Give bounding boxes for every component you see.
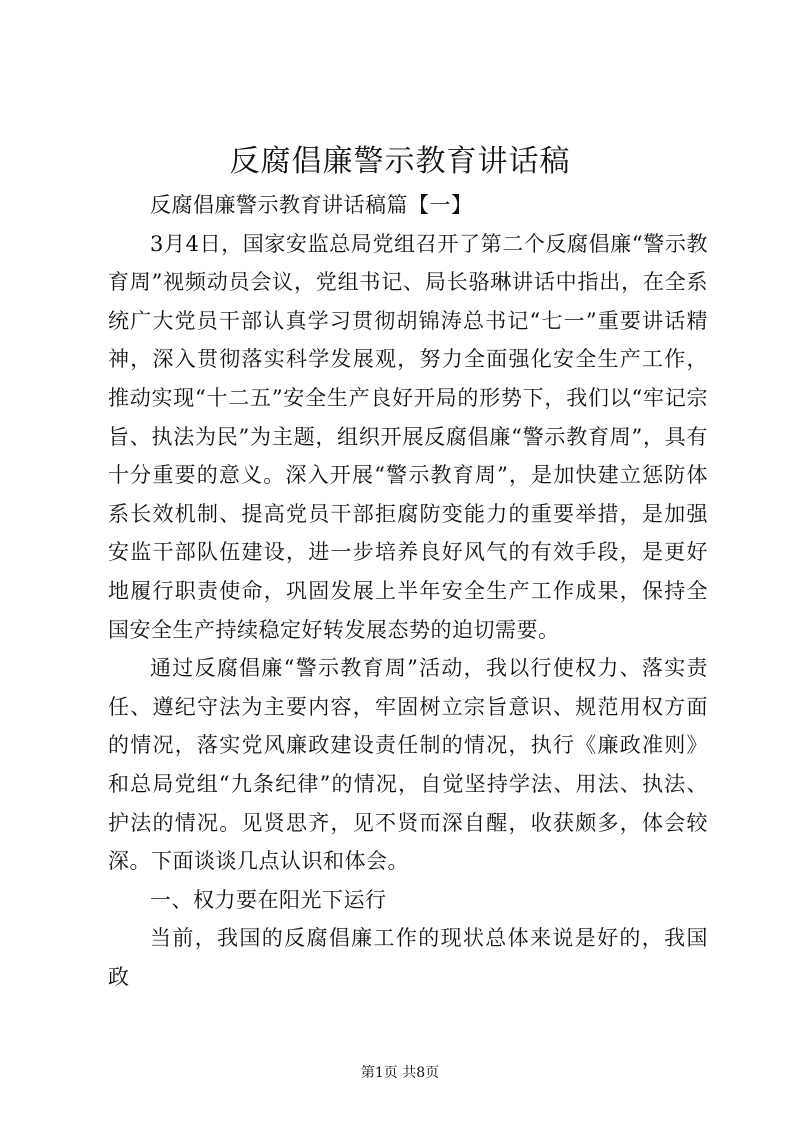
section-heading: 反腐倡廉警示教育讲话稿篇【一】 <box>150 193 473 217</box>
page-number-footer: 第1页 共8页 <box>360 1065 440 1081</box>
paragraph: 通过反腐倡廉“警示教育周”活动，我以行使权力、落实责任、遵纪守法为主要内容，牢固树立宗旨意识、规范用权方面的情况，落实党风廉政建设责任制的情况，执行《廉政准则》和总局党组“九条纪律”的情况，自觉坚持学法、用法、执法、护法的情况。见贤思齐，见不贤而深自醒，收获颇多，体会较深。下面谈谈几点认识和体会。 <box>108 656 708 874</box>
subsection-heading: 一、权力要在阳光下运行 <box>150 887 387 912</box>
paragraph: 当前，我国的反腐倡廉工作的现状总体来说是好的，我国政 <box>108 926 708 989</box>
document-title: 反腐倡廉警示教育讲话稿 <box>229 144 571 179</box>
document-body <box>108 186 708 996</box>
paragraph: 3月4日，国家安监总局党组召开了第二个反腐倡廉“警示教育周”视频动员会议，党组书记、局长骆琳讲话中指出，在全系统广大党员干部认真学习贯彻胡锦涛总书记“七一”重要讲话精神，深入贯彻落实科学发展观，努力全面强化安全生产工作，推动实现“十二五”安全生产良好开局的形势下，我们以“牢记宗旨、执法为民”为主题，组织开展反腐倡廉“警示教育周”，具有十分重要的意义。深入开展“警示教育周”，是加快建立惩防体系长效机制、提高党员干部拒腐防变能力的重要举措，是加强安监干部队伍建设，进一步培养良好风气的有效手段，是更好地履行职责使命，巩固发展上半年安全生产工作成果，保持全国安全生产持续稳定好转发展态势的迫切需要。 <box>108 231 708 642</box>
